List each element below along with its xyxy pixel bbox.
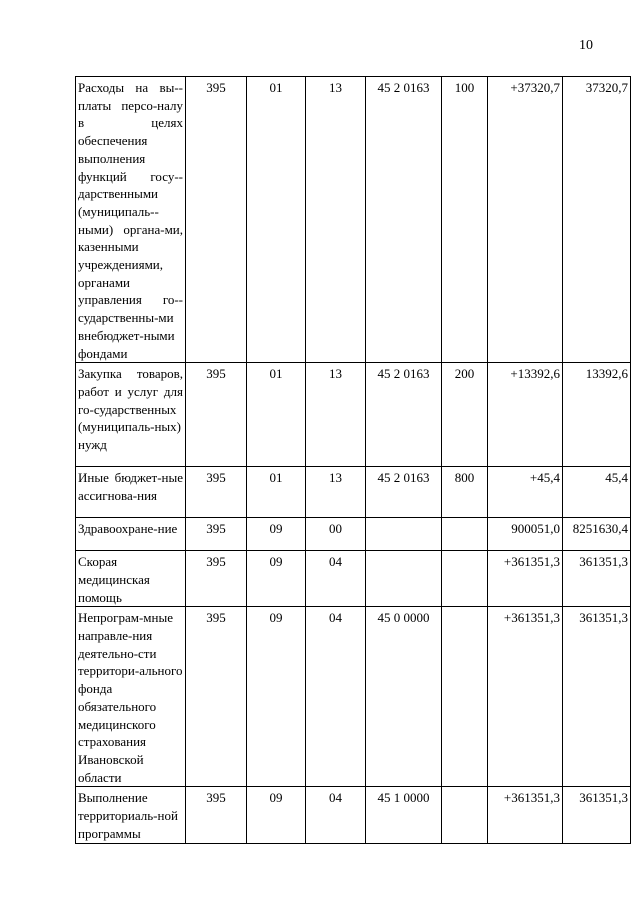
section-code-cell: 09 (247, 518, 306, 551)
grbs-code-cell: 395 (186, 607, 247, 787)
row-name-cell: Закупка товаров, работ и услуг для го-сударственных (муниципаль-ных) нужд (76, 363, 186, 467)
expense-type-cell (442, 518, 488, 551)
change-amount-cell: +361351,3 (488, 551, 563, 607)
grbs-code-cell: 395 (186, 787, 247, 843)
target-article-cell: 45 2 0163 (366, 77, 442, 363)
subsection-code-cell: 13 (306, 467, 366, 518)
section-code-cell: 01 (247, 467, 306, 518)
subsection-code-cell: 04 (306, 551, 366, 607)
subsection-code-cell: 13 (306, 77, 366, 363)
target-article-cell: 45 2 0163 (366, 467, 442, 518)
total-amount-cell: 8251630,4 (563, 518, 631, 551)
expense-type-cell: 800 (442, 467, 488, 518)
expense-type-cell (442, 787, 488, 843)
table-row (76, 787, 631, 843)
table-row (76, 467, 631, 518)
table-row (76, 518, 631, 551)
row-name-cell: Скорая медицинская помощь (76, 551, 186, 607)
table-row (76, 551, 631, 607)
total-amount-cell: 361351,3 (563, 607, 631, 787)
change-amount-cell: +13392,6 (488, 363, 563, 467)
target-article-cell: 45 0 0000 (366, 607, 442, 787)
total-amount-cell: 45,4 (563, 467, 631, 518)
subsection-code-cell: 13 (306, 363, 366, 467)
subsection-code-cell: 04 (306, 607, 366, 787)
budget-table (75, 76, 631, 844)
grbs-code-cell: 395 (186, 77, 247, 363)
row-name-cell: Выполнение территориаль-ной программы (76, 787, 186, 843)
target-article-cell: 45 1 0000 (366, 787, 442, 843)
row-name-cell: Иные бюджет-ные ассигнова-ния (76, 467, 186, 518)
section-code-cell: 09 (247, 551, 306, 607)
change-amount-cell: 900051,0 (488, 518, 563, 551)
subsection-code-cell: 00 (306, 518, 366, 551)
page-number: 10 (579, 38, 593, 53)
table-row (76, 363, 631, 467)
change-amount-cell: +45,4 (488, 467, 563, 518)
target-article-cell (366, 551, 442, 607)
section-code-cell: 09 (247, 787, 306, 843)
row-name-cell: Расходы на вы-платы персо-налу в целях обеспечения выполнения функций госу-дарственными (муниципаль-ными) органа-ми, казенными учреждениями, органами управления го-сударственны-ми внебюджет-ными фондами (76, 77, 186, 363)
total-amount-cell: 13392,6 (563, 363, 631, 467)
expense-type-cell (442, 551, 488, 607)
section-code-cell: 09 (247, 607, 306, 787)
section-code-cell: 01 (247, 77, 306, 363)
row-name-cell: Непрограм-мные направле-ния деятельно-сти территори-ального фонда обязательного медицинского страхования Ивановской области (76, 607, 186, 787)
grbs-code-cell: 395 (186, 518, 247, 551)
expense-type-cell: 100 (442, 77, 488, 363)
table-row (76, 607, 631, 787)
change-amount-cell: +37320,7 (488, 77, 563, 363)
target-article-cell (366, 518, 442, 551)
change-amount-cell: +361351,3 (488, 787, 563, 843)
row-name-cell: Здравоохране-ние (76, 518, 186, 551)
grbs-code-cell: 395 (186, 467, 247, 518)
expense-type-cell: 200 (442, 363, 488, 467)
section-code-cell: 01 (247, 363, 306, 467)
grbs-code-cell: 395 (186, 551, 247, 607)
total-amount-cell: 361351,3 (563, 787, 631, 843)
target-article-cell: 45 2 0163 (366, 363, 442, 467)
expense-type-cell (442, 607, 488, 787)
subsection-code-cell: 04 (306, 787, 366, 843)
total-amount-cell: 37320,7 (563, 77, 631, 363)
table-row (76, 77, 631, 363)
table-body (76, 77, 631, 844)
total-amount-cell: 361351,3 (563, 551, 631, 607)
grbs-code-cell: 395 (186, 363, 247, 467)
change-amount-cell: +361351,3 (488, 607, 563, 787)
